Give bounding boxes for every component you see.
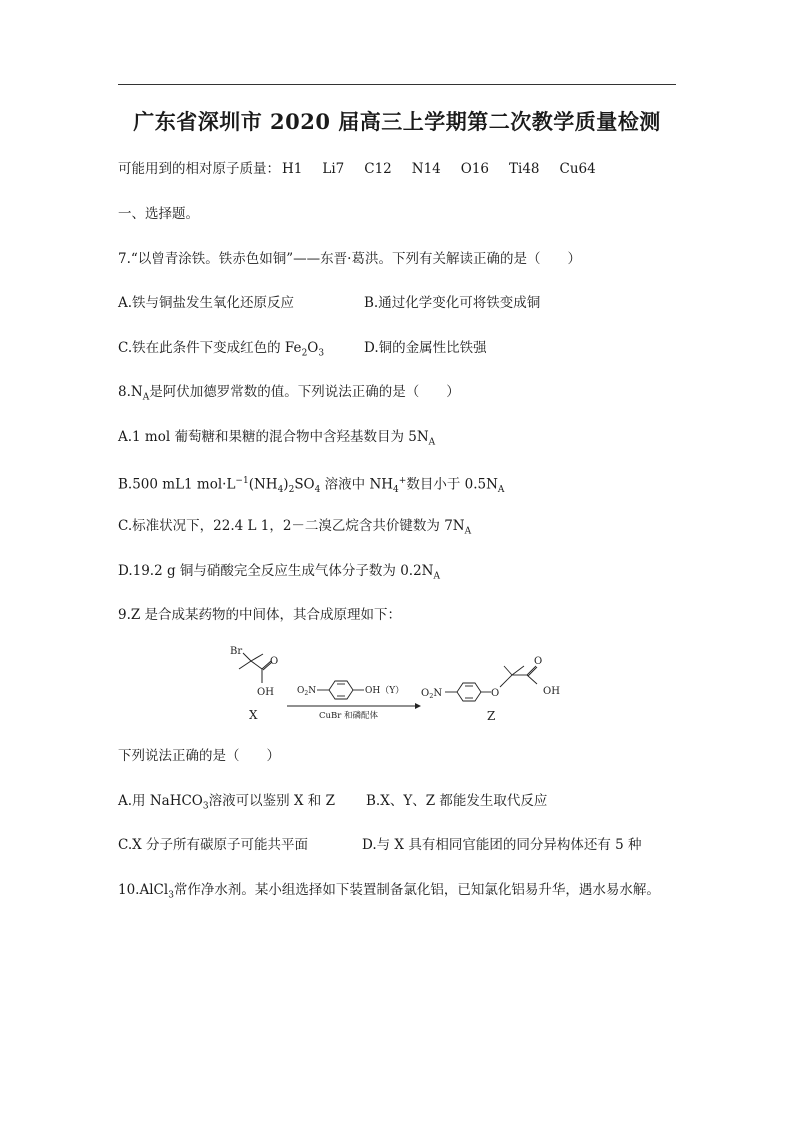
atomic-mass-item: Ti48 — [509, 161, 540, 177]
q9-question: 下列说法正确的是（ ） — [118, 748, 280, 764]
compound-x — [239, 653, 272, 683]
x-br-label: Br — [230, 646, 243, 657]
q8-stem-sub: A — [142, 392, 150, 403]
q8-b-sub: 2 — [288, 485, 295, 496]
atomic-mass-item: H1 — [282, 161, 303, 177]
q8-option-d — [118, 562, 440, 586]
q10-stem-sub: 3 — [168, 890, 174, 901]
q8-b-sub: 4 — [314, 485, 321, 496]
z-ether-o: O — [491, 688, 500, 699]
q7-option-d: D.铜的金属性比铁强 — [364, 340, 487, 356]
atomic-mass-item: O16 — [460, 161, 490, 177]
atomic-mass-item: C12 — [364, 161, 392, 177]
q7-option-b: B.通过化学变化可将铁变成铜 — [364, 295, 541, 311]
q7-stem: 7.“以曾青涂铁。铁赤色如铜”——东晋·葛洪。下列有关解读正确的是（ ） — [118, 251, 581, 267]
q8-b-text: ) — [283, 476, 289, 493]
q8-stem-text: 是阿伏加德罗常数的值。下列说法正确的是（ ） — [149, 384, 460, 400]
q8-a-sub: A — [428, 437, 436, 448]
z-oh-label: OH — [543, 686, 560, 697]
q8-b-sup: −1 — [235, 476, 249, 486]
q8-d-sub: A — [433, 571, 440, 582]
q7-c-sub: 3 — [318, 348, 325, 359]
q9-stem: 9.Z 是合成某药物的中间体，其合成原理如下： — [118, 607, 402, 623]
reaction-conditions: CuBr 和磷配体 — [319, 711, 378, 721]
y-oh-label: OH（Y） — [365, 686, 405, 696]
compound-y-ring — [317, 681, 364, 699]
header-rule — [118, 84, 676, 85]
q8-b-text: 溶液中 NH — [320, 476, 394, 493]
z-carbonyl-o: O — [534, 656, 543, 667]
atomic-mass-item: Cu64 — [559, 161, 596, 177]
atomic-mass-label: 可能用到的相对原子质量： — [118, 161, 280, 177]
q8-b-sup: + — [398, 476, 407, 486]
q8-c-sub: A — [464, 526, 472, 537]
q9-a-text: A.用 NaHCO — [118, 793, 203, 809]
q8-b-text: B.500 mL1 mol·L — [118, 476, 236, 493]
q8-option-a — [118, 428, 435, 452]
q10-stem-text: 10.AlCl — [118, 882, 169, 898]
q8-b-text: SO — [294, 476, 315, 493]
x-oh-label: OH — [257, 687, 274, 698]
q8-stem — [118, 383, 460, 407]
q9-a-sub: 3 — [202, 801, 209, 812]
q8-a-text: A.1 mol 葡萄糖和果糖的混合物中含羟基数目为 5N — [118, 429, 429, 445]
synthesis-scheme — [225, 640, 585, 730]
q7-c-text: C.铁在此条件下变成红色的 Fe — [118, 340, 302, 356]
q9-a-text: 溶液可以鉴别 X 和 Z — [208, 793, 335, 809]
y-o-label: $O_2N$ — [297, 686, 317, 697]
q9-option-a — [118, 792, 335, 816]
q8-b-sub: 4 — [277, 485, 284, 496]
q8-c-text: C.标准状况下，22.4 L 1，2－二溴乙烷含共价键数为 7N — [118, 518, 465, 534]
q8-stem-text: 8.N — [118, 384, 143, 400]
q9-option-d: D.与 X 具有相同官能团的同分异构体还有 5 种 — [362, 837, 642, 853]
q8-b-text: 数目小于 0.5N — [406, 476, 498, 493]
z-o2n-label: $O_2N$ — [421, 688, 443, 700]
q10-stem — [118, 881, 660, 905]
q8-b-sub: 4 — [393, 485, 399, 496]
x-label: X — [249, 708, 258, 722]
q7-option-a: A.铁与铜盐发生氧化还原反应 — [118, 295, 295, 311]
q9-option-c: C.X 分子所有碳原子可能共平面 — [118, 837, 309, 853]
q8-b-text: (NH — [248, 476, 278, 493]
atomic-mass-line — [118, 160, 596, 178]
q10-stem-text: 常作净水剂。某小组选择如下装置制备氯化铝，已知氯化铝易升华，遇水易水解。 — [173, 882, 660, 898]
page-title: 广东省深圳市 2020 届高三上学期第二次教学质量检测 — [133, 109, 661, 134]
z-label: Z — [487, 709, 496, 723]
section-heading: 一、选择题。 — [118, 206, 199, 222]
atomic-mass-item: N14 — [411, 161, 441, 177]
q7-c-text: O — [307, 340, 319, 356]
q8-b-sub: A — [497, 485, 505, 496]
x-carbonyl-o: O — [270, 656, 279, 667]
q9-option-b: B.X、Y、Z 都能发生取代反应 — [366, 793, 548, 809]
q8-d-text: D.19.2 g 铜与硝酸完全反应生成气体分子数为 0.2N — [118, 563, 434, 579]
reaction-arrow-head — [415, 703, 421, 709]
q7-option-c — [118, 339, 324, 363]
q8-option-b — [118, 472, 504, 499]
q8-option-c — [118, 517, 471, 541]
q7-c-sub: 2 — [301, 348, 308, 359]
atomic-mass-item: Li7 — [322, 161, 345, 177]
